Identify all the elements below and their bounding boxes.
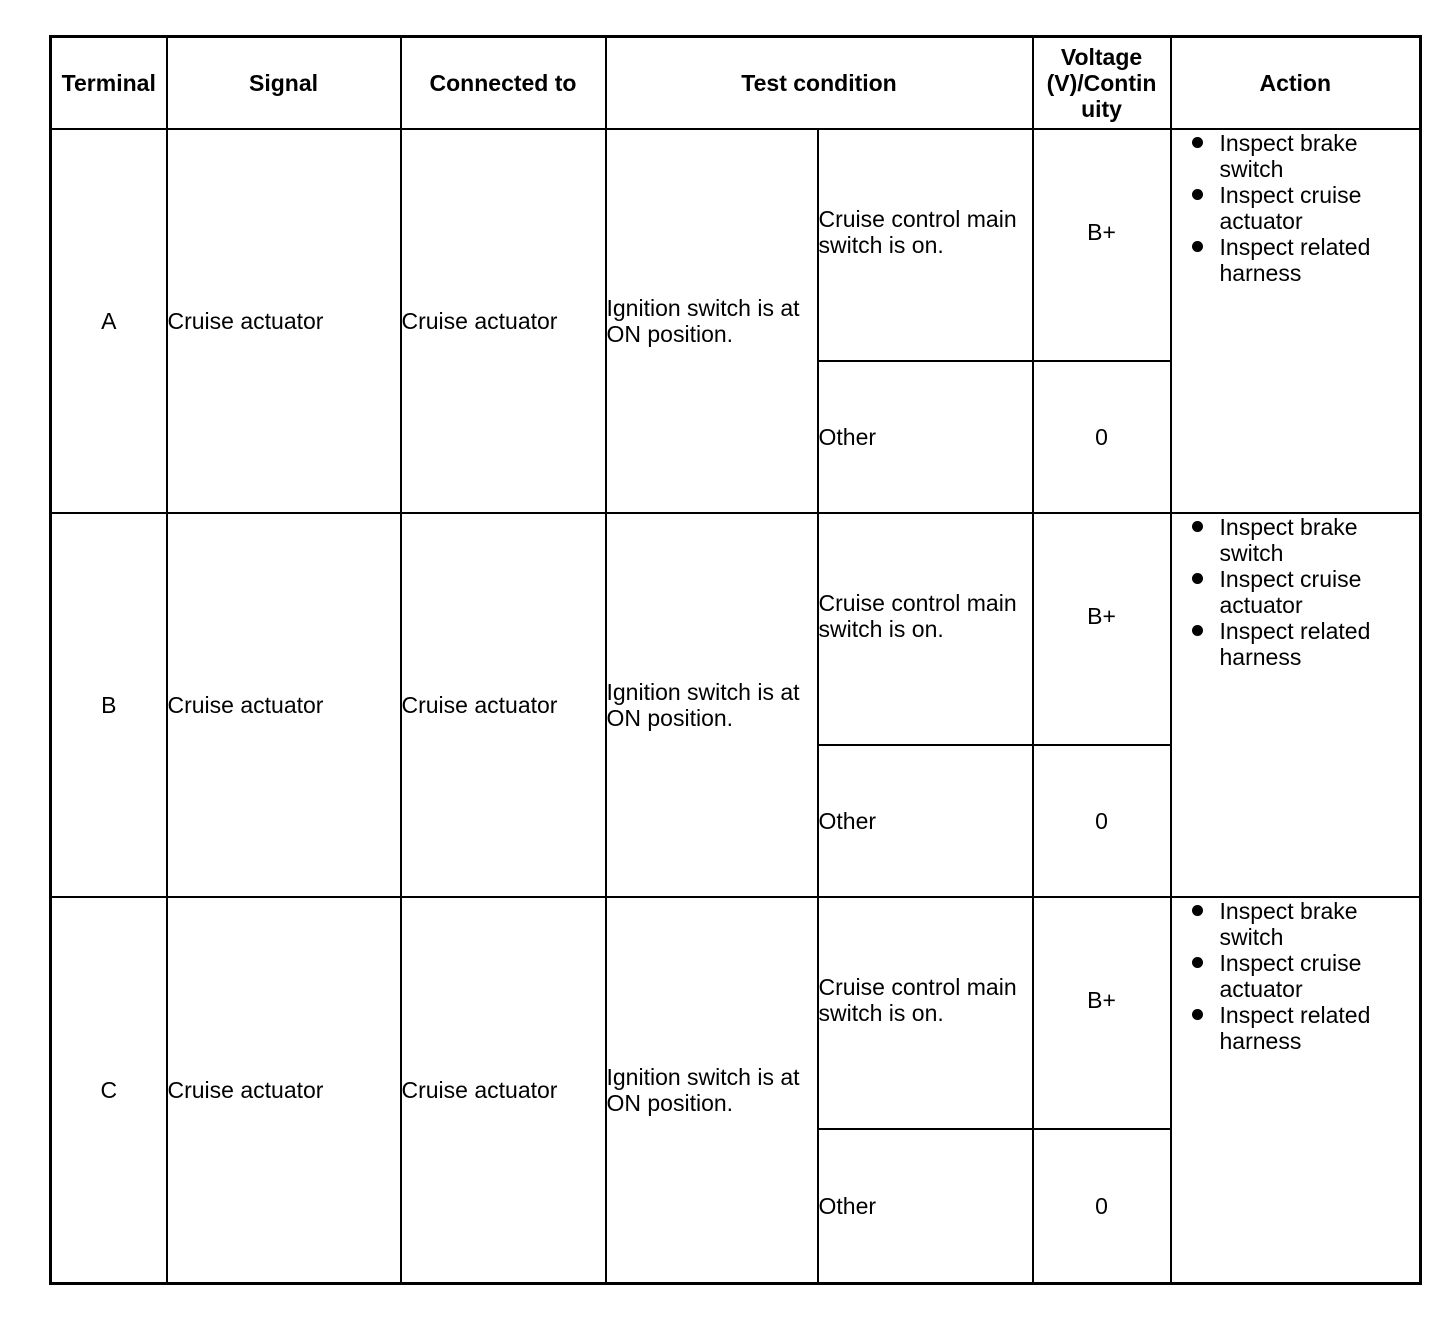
signal-cell: Cruise actuator <box>167 129 401 513</box>
terminal-cell: A <box>51 129 167 513</box>
voltage-on-cell: B+ <box>1033 513 1171 745</box>
sub-condition-other-cell: Other <box>818 1129 1033 1284</box>
action-cell <box>1171 897 1421 1284</box>
list-item: Inspect brake switch <box>1190 130 1414 182</box>
bullet-icon <box>1192 241 1203 252</box>
header-terminal: Terminal <box>51 37 167 130</box>
header-action: Action <box>1171 37 1421 130</box>
voltage-on-cell: B+ <box>1033 897 1171 1129</box>
list-item: Inspect related harness <box>1190 618 1414 670</box>
header-voltage: Voltage (V)/Contin uity <box>1033 37 1171 130</box>
action-list <box>1172 130 1420 286</box>
list-item: Inspect brake switch <box>1190 898 1414 950</box>
bullet-icon <box>1192 957 1203 968</box>
terminal-inspection-sheet <box>49 35 1419 1285</box>
action-cell <box>1171 513 1421 897</box>
sub-condition-on-cell: Cruise control main switch is on. <box>818 513 1033 745</box>
bullet-icon <box>1192 573 1203 584</box>
test-condition-cell: Ignition switch is at ON position. <box>606 129 818 513</box>
sub-condition-on-cell: Cruise control main switch is on. <box>818 129 1033 361</box>
list-item: Inspect related harness <box>1190 1002 1414 1054</box>
action-list <box>1172 514 1420 670</box>
connected-to-cell: Cruise actuator <box>401 513 606 897</box>
terminal-table <box>49 35 1422 1285</box>
list-item: Inspect cruise actuator <box>1190 950 1414 1002</box>
bullet-icon <box>1192 1009 1203 1020</box>
terminal-cell: C <box>51 897 167 1284</box>
header-connected-to: Connected to <box>401 37 606 130</box>
table-row <box>51 513 1421 745</box>
bullet-icon <box>1192 137 1203 148</box>
sub-condition-other-cell: Other <box>818 361 1033 513</box>
sub-condition-other-cell: Other <box>818 745 1033 897</box>
connected-to-cell: Cruise actuator <box>401 897 606 1284</box>
list-item: Inspect brake switch <box>1190 514 1414 566</box>
list-item: Inspect cruise actuator <box>1190 182 1414 234</box>
bullet-icon <box>1192 905 1203 916</box>
table-row <box>51 897 1421 1129</box>
test-condition-cell: Ignition switch is at ON position. <box>606 513 818 897</box>
table-row <box>51 129 1421 361</box>
test-condition-cell: Ignition switch is at ON position. <box>606 897 818 1284</box>
bullet-icon <box>1192 189 1203 200</box>
header-test-condition: Test condition <box>606 37 1033 130</box>
action-list <box>1172 898 1420 1054</box>
header-signal: Signal <box>167 37 401 130</box>
voltage-other-cell: 0 <box>1033 361 1171 513</box>
bullet-icon <box>1192 625 1203 636</box>
bullet-icon <box>1192 521 1203 532</box>
voltage-other-cell: 0 <box>1033 1129 1171 1284</box>
signal-cell: Cruise actuator <box>167 897 401 1284</box>
list-item: Inspect related harness <box>1190 234 1414 286</box>
sub-condition-on-cell: Cruise control main switch is on. <box>818 897 1033 1129</box>
voltage-on-cell: B+ <box>1033 129 1171 361</box>
list-item: Inspect cruise actuator <box>1190 566 1414 618</box>
voltage-other-cell: 0 <box>1033 745 1171 897</box>
connected-to-cell: Cruise actuator <box>401 129 606 513</box>
signal-cell: Cruise actuator <box>167 513 401 897</box>
header-row <box>51 37 1421 130</box>
action-cell <box>1171 129 1421 513</box>
terminal-cell: B <box>51 513 167 897</box>
